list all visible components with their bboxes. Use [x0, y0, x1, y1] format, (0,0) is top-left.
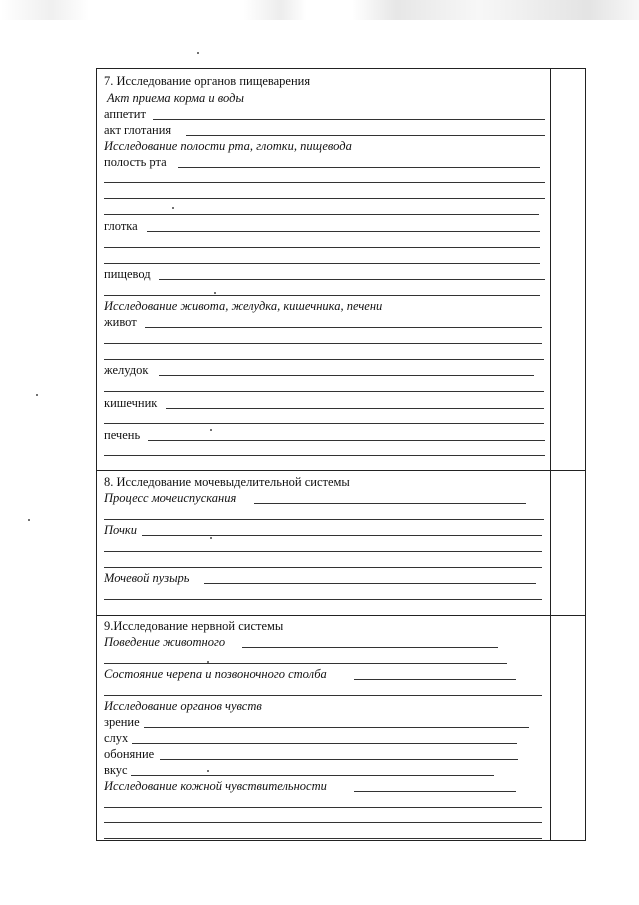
kidneys-line-2[interactable] — [104, 551, 542, 552]
subheading-senses: Исследование органов чувств — [104, 699, 262, 713]
scan-speck — [210, 429, 212, 431]
pharynx-field[interactable] — [147, 231, 540, 232]
behavior-field[interactable] — [242, 647, 498, 648]
label-skin: Исследование кожной чувствительности — [104, 779, 327, 793]
label-smell: обоняние — [104, 747, 155, 761]
scan-speck — [210, 537, 212, 539]
label-swallowing: акт глотания — [104, 123, 172, 137]
label-appetite: аппетит — [104, 107, 146, 121]
label-mouth: полость рта — [104, 155, 167, 169]
intestine-line-2[interactable] — [104, 423, 544, 424]
scan-speck — [197, 52, 199, 54]
section-9-title: 9.Исследование нервной системы — [104, 619, 284, 633]
liver-line-2[interactable] — [104, 455, 545, 456]
intestine-field[interactable] — [166, 408, 544, 409]
appetite-field[interactable] — [153, 119, 545, 120]
label-stomach: желудок — [104, 363, 149, 377]
liver-field[interactable] — [148, 440, 545, 441]
label-hearing: слух — [104, 731, 129, 745]
abdomen-line-2[interactable] — [104, 343, 542, 344]
mouth-line-2[interactable] — [104, 182, 545, 183]
label-kidneys: Почки — [104, 523, 138, 537]
taste-field[interactable] — [131, 775, 494, 776]
scan-speck — [36, 394, 38, 396]
skull-line-2[interactable] — [104, 695, 542, 696]
behavior-line-2[interactable] — [104, 663, 507, 664]
section-8-title: 8. Исследование мочевыделительной системы — [104, 475, 350, 489]
esophagus-field[interactable] — [159, 279, 545, 280]
pharynx-line-3[interactable] — [104, 263, 540, 264]
label-abdomen: живот — [104, 315, 137, 329]
kidneys-field[interactable] — [142, 535, 542, 536]
swallowing-field[interactable] — [186, 135, 545, 136]
section-divider-8 — [96, 470, 586, 471]
mouth-field[interactable] — [178, 167, 540, 168]
label-urination: Процесс мочеиспускания — [104, 491, 237, 505]
pharynx-line-2[interactable] — [104, 247, 540, 248]
skin-field[interactable] — [354, 791, 516, 792]
label-vision: зрение — [104, 715, 140, 729]
skin-line-3[interactable] — [104, 822, 542, 823]
label-behavior: Поведение животного — [104, 635, 226, 649]
scan-speck — [28, 519, 30, 521]
kidneys-line-3[interactable] — [104, 567, 542, 568]
subheading-cavity: Исследование полости рта, глотки, пищевода — [104, 139, 352, 153]
mouth-line-4[interactable] — [104, 214, 539, 215]
subheading-abdomen: Исследование живота, желудка, кишечника, печени — [104, 299, 383, 313]
skin-line-4[interactable] — [104, 838, 542, 839]
subheading-feeding: Акт приема корма и воды — [107, 91, 244, 105]
scan-speck — [207, 770, 209, 772]
scan-artifact-top — [0, 0, 639, 20]
bladder-line-2[interactable] — [104, 599, 542, 600]
esophagus-line-2[interactable] — [104, 295, 540, 296]
label-liver: печень — [104, 428, 141, 442]
bladder-field[interactable] — [204, 583, 536, 584]
section-divider-9 — [96, 615, 586, 616]
skin-line-2[interactable] — [104, 807, 542, 808]
hearing-field[interactable] — [132, 743, 517, 744]
mouth-line-3[interactable] — [104, 198, 545, 199]
stomach-field[interactable] — [159, 375, 534, 376]
abdomen-line-3[interactable] — [104, 359, 544, 360]
label-pharynx: глотка — [104, 219, 138, 233]
table-column-divider — [550, 68, 551, 841]
urination-field[interactable] — [254, 503, 526, 504]
stomach-line-2[interactable] — [104, 391, 544, 392]
urination-line-2[interactable] — [104, 519, 544, 520]
abdomen-field[interactable] — [145, 327, 542, 328]
label-taste: вкус — [104, 763, 128, 777]
vision-field[interactable] — [144, 727, 529, 728]
label-skull: Состояние черепа и позвоночного столба — [104, 667, 327, 681]
scan-speck — [207, 661, 209, 663]
label-bladder: Мочевой пузырь — [104, 571, 190, 585]
skull-field[interactable] — [354, 679, 516, 680]
section-7-title: 7. Исследование органов пищеварения — [104, 74, 311, 88]
label-intestine: кишечник — [104, 396, 158, 410]
label-esophagus: пищевод — [104, 267, 151, 281]
scan-speck — [172, 207, 174, 209]
scan-speck — [214, 292, 216, 294]
smell-field[interactable] — [160, 759, 518, 760]
